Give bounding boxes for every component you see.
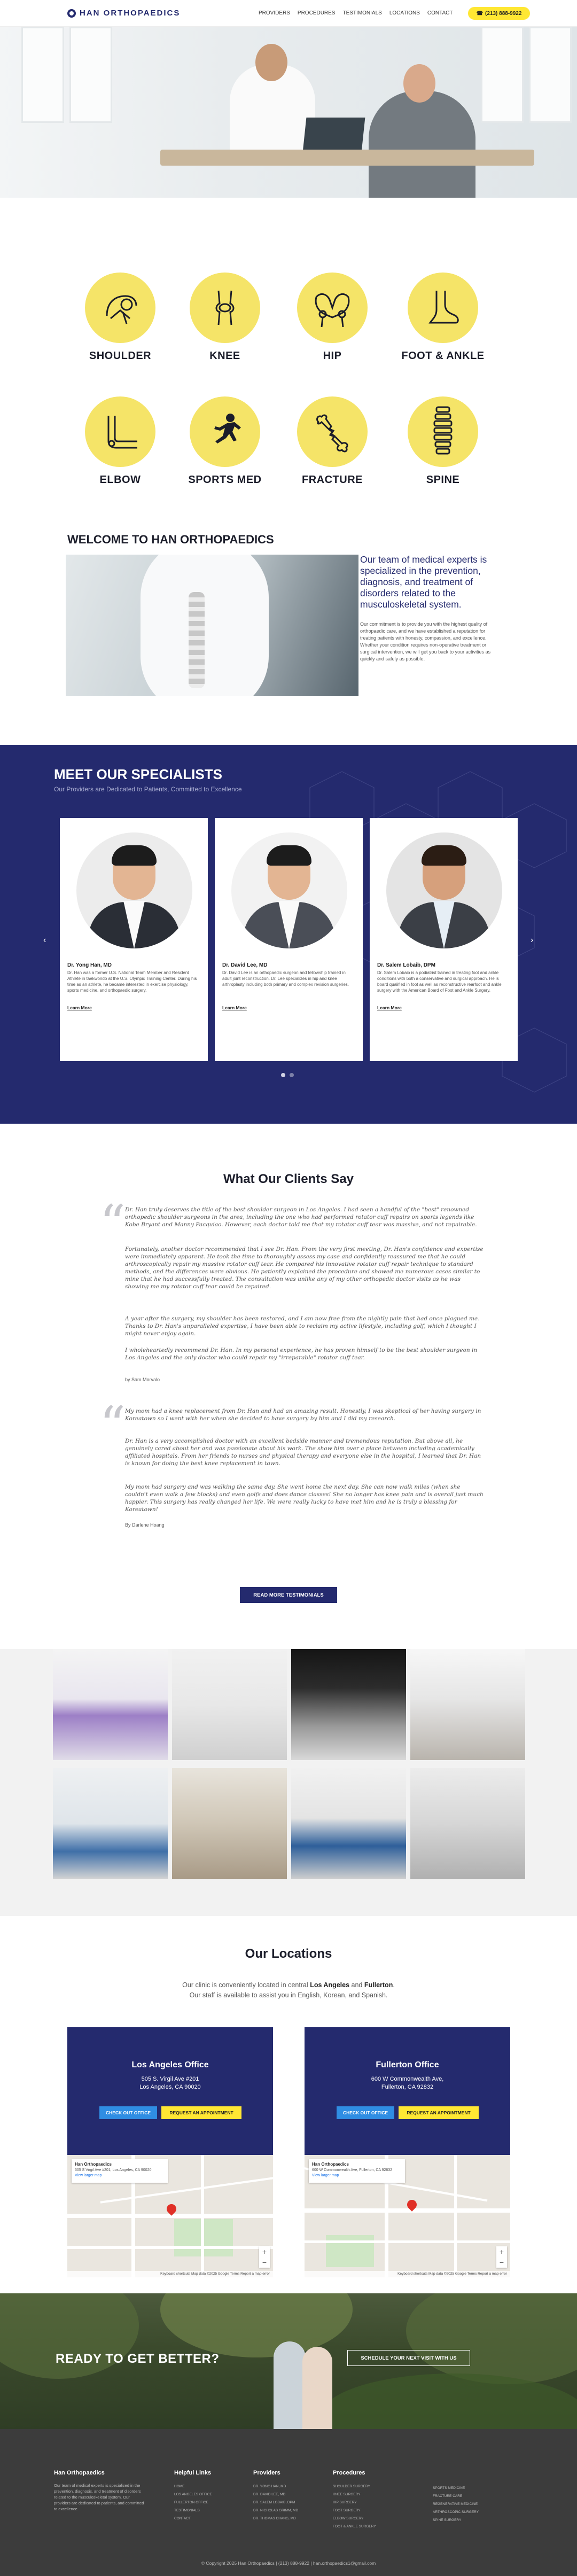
hero-image [0,27,577,198]
learn-more-link[interactable]: Learn More [377,1005,402,1010]
specialists-section [0,745,577,1124]
specialty-label: FRACTURE [302,474,363,486]
office-city: Los Angeles, CA 90020 [139,2084,201,2090]
footer-procedures: Procedures SHOULDER SURGERY KNEE SURGERY HIP SURGERY FOOT SURGERY ELBOW SURGERY FOOT & ANKLE SURGERY [333,2470,376,2531]
footer-about-title: Han Orthopaedics [54,2470,105,2476]
footer-providers: Providers DR. YONG HAN, MD DR. DAVID LEE, MD DR. SALEM LOBAIB, DPM DR. NICHOLAS GRIMM, MD DR. THOMAS CHANG, MD [253,2470,298,2523]
footer-provider-link[interactable]: DR. SALEM LOBAIB, DPM [253,2501,295,2504]
specialty-shoulder[interactable] [72,273,168,362]
footer-provider-link[interactable]: DR. THOMAS CHANG, MD [253,2517,296,2520]
testimonials-title: What Our Clients Say [223,1172,354,1186]
specialty-elbow[interactable] [72,396,168,486]
view-larger-map-link[interactable]: View larger map [312,2174,339,2177]
specialty-label: KNEE [209,350,240,362]
specialty-label: ELBOW [99,474,141,486]
read-more-testimonials-button[interactable]: READ MORE TESTIMONIALS [240,1587,337,1603]
doctor-photo [231,832,347,948]
review-text: Dr. Han truly deserves the title of the best shoulder surgeon in Los Angeles. I had seen a handful of the "best" renowned orthopedic shoulder surgeons in the area, including the one who had performed rotator cuff repairs on sports legends like Kobe Bryant and Manny Pacquiao. However, each doctor told me that my rotator cuff tear was massive, and not repairable. [125,1207,477,1228]
specialty-fracture[interactable] [284,396,380,486]
gallery-photo[interactable] [53,1649,168,1760]
locations-title: Our Locations [245,1947,332,1961]
welcome-image [66,555,358,696]
specialists-subtitle: Our Providers are Dedicated to Patients, Committed to Excellence [54,785,242,793]
gallery-photo[interactable] [410,1768,525,1879]
phone-button[interactable] [468,7,530,20]
review-text: Dr. Han is a very accomplished doctor with an excellent bedside manner and tremendous reputation. But above all, he genuinely cared about her and was passionate about his work. The show him over a place between including academically affiliated hospitals. From her friends to nurses and physical therapy and everyone else in the hospital, I learned that Dr. Han is known for doing the best knee replacement in town. [125,1438,481,1467]
nav-testimonials[interactable]: TESTIMONIALS [342,10,382,16]
logo-mark-icon [67,9,76,18]
request-appointment-button[interactable]: REQUEST AN APPOINTMENT [161,2106,241,2119]
footer-procedure-link[interactable]: KNEE SURGERY [333,2493,361,2496]
office-city: Fullerton, CA 92832 [381,2084,434,2090]
footer-link[interactable]: TESTIMONIALS [174,2509,200,2512]
footer-procedure-link[interactable]: SPINE SURGERY [433,2518,462,2522]
footer-provider-link[interactable]: DR. DAVID LEE, MD [253,2493,286,2496]
specialty-spine[interactable] [395,396,491,486]
quote-icon: “ [99,1194,126,1254]
learn-more-link[interactable]: Learn More [67,1005,92,1010]
review-text: My mom had a knee replacement from Dr. Han and had an amazing result. Honestly, I was skeptical of her having surgery in Koreatown so I went with her when she decided to have surgery by him and I did my research. [125,1408,481,1422]
footer-procedure-link[interactable]: ARTHROSCOPIC SURGERY [433,2510,479,2514]
office-gallery [0,1649,577,1916]
footer-provider-link[interactable]: DR. YONG HAN, MD [253,2485,286,2488]
footer-procedures-2 [433,2484,479,2524]
google-map[interactable] [67,2155,273,2277]
carousel-dot[interactable] [290,1073,294,1077]
review-text: I wholeheartedly recommend Dr. Han. In my personal experience, he has proven himself to be the best shoulder surgeon in Los Angeles and the only doctor who could repair my "irreparable" rotator cuff tear. [125,1347,478,1361]
footer-procedure-link[interactable]: ELBOW SURGERY [333,2517,364,2520]
google-map[interactable] [305,2155,510,2277]
review-author: by Sam Morvalo [125,1377,160,1382]
fracture-icon [297,396,368,467]
nav-procedures[interactable]: PROCEDURES [297,10,336,16]
footer-procedure-link[interactable]: SHOULDER SURGERY [333,2485,370,2488]
footer-procedure-link[interactable]: FRACTURE CARE [433,2494,463,2498]
footer-procedure-link[interactable]: FOOT SURGERY [333,2509,361,2512]
hip-icon [297,273,368,343]
nav-contact[interactable]: CONTACT [427,10,453,16]
runner-icon [190,396,260,467]
view-larger-map-link[interactable]: View larger map [75,2174,102,2177]
map-info-card: Han Orthopaedics 505 S Virgil Ave #201, Los Angeles, CA 90020 View larger map [72,2159,168,2183]
foot-icon [408,273,478,343]
review-author: By Darlene Hoang [125,1522,165,1528]
check-out-office-button[interactable]: CHECK OUT OFFICE [337,2106,394,2119]
cta-title: READY TO GET BETTER? [56,2352,220,2366]
office-name: Fullerton Office [376,2060,439,2069]
locations-subtitle: Our clinic is conveniently located in central Los Angeles and Fullerton. [182,1981,395,1989]
doctor-bio: Dr. David Lee is an orthopaedic surgeon and fellowship trained in adult joint reconstruction. Dr. Lee specializes in hip and knee arthroplasty including both primary and complex revision surgeries. [222,970,349,987]
specialty-foot-ankle[interactable] [395,273,491,362]
copyright: © Copyright 2025 Han Orthopaedics | (213) 888-9922 | han.orthopaedics1@gmail.com [201,2561,376,2566]
gallery-photo[interactable] [410,1649,525,1760]
footer-procedure-link[interactable]: REGENERATIVE MEDICINE [433,2502,478,2506]
footer-procedure-link[interactable]: SPORTS MEDICINE [433,2486,465,2490]
learn-more-link[interactable]: Learn More [222,1005,247,1010]
carousel-prev-icon[interactable]: ‹ [43,936,46,945]
gallery-photo[interactable] [53,1768,168,1879]
office-name: Los Angeles Office [131,2060,209,2069]
review-text: A year after the surgery, my shoulder has been restored, and I am now free from the nightly pain that had once plagued me. Thanks to Dr. Han's unparalleled expertise, I have been able to reclaim my active lifestyle, including golf, which I thought I might never enjoy again. [125,1316,480,1337]
nav-providers[interactable]: PROVIDERS [259,10,290,16]
gallery-photo[interactable] [172,1768,287,1879]
doctor-name: Dr. Salem Lobaib, DPM [377,962,435,968]
phone-icon: ☎ [476,10,484,17]
specialty-label: SPORTS MED [188,474,262,486]
knee-icon [190,273,260,343]
footer-procedure-link[interactable]: FOOT & ANKLE SURGERY [333,2525,376,2528]
specialists-title: MEET OUR SPECIALISTS [54,766,222,782]
specialty-knee[interactable] [177,273,273,362]
doctor-card [215,818,363,1061]
specialty-label: SHOULDER [89,350,152,362]
schedule-visit-button[interactable]: SCHEDULE YOUR NEXT VISIT WITH US [347,2350,470,2366]
footer-link[interactable]: HOME [174,2485,185,2488]
footer-about-text: Our team of medical experts is specialized in the prevention, diagnosis, and treatment of disorders related to the musculoskeletal system. Our providers are dedicated to patients, and committed to excellence. [54,2483,144,2511]
nav-locations[interactable]: LOCATIONS [389,10,420,16]
spine-icon [408,396,478,467]
map-footer: Keyboard shortcuts Map data ©2025 Google Terms Report a map error [67,2271,273,2277]
quote-icon: “ [99,1396,126,1456]
welcome-title: WELCOME TO HAN ORTHOPAEDICS [67,533,274,546]
doctor-photo [76,832,192,948]
carousel-next-icon[interactable]: › [531,936,534,945]
office-address: 600 W Commonwealth Ave, [371,2076,444,2082]
doctor-photo [386,832,502,948]
footer-link[interactable]: CONTACT [174,2517,191,2520]
specialty-label: FOOT & ANKLE [401,350,485,362]
specialty-label: SPINE [426,474,460,486]
footer-procedure-link[interactable]: HIP SURGERY [333,2501,357,2504]
doctor-name: Dr. Yong Han, MD [67,962,112,968]
map-zoom-control[interactable]: + − [496,2246,507,2268]
gallery-photo[interactable] [172,1649,287,1760]
footer-link[interactable]: FULLERTON OFFICE [174,2501,209,2504]
main-nav [259,10,453,16]
office-card-la [67,2027,273,2277]
footer-provider-link[interactable]: DR. NICHOLAS GRIMM, MD [253,2509,299,2512]
doctor-bio: Dr. Salem Lobaib is a podiatrist trained in treating foot and ankle conditions with both a conservative and surgical approach. He is board qualified in foot as well as reconstructive rearfoot and ankle surgery with the American Board of Foot and Ankle Surgery. [377,970,502,993]
carousel-dot[interactable] [281,1073,285,1077]
footer-links: Helpful Links HOME LOS ANGELES OFFICE FULLERTON OFFICE TESTIMONIALS CONTACT [174,2470,212,2523]
review-text: My mom had surgery and was walking the same day. She went home the next day. She can now walk miles (when she couldn't even walk a few blocks) and even golfs and does dance classes! She no longer has knee pain and is overall just much happier. This surgery has really changed her life. We were really lucky to have met him and he is truly a blessing for Koreatown! [125,1484,484,1513]
map-zoom-control[interactable]: + − [259,2246,270,2268]
gallery-photo[interactable] [291,1649,406,1760]
doctor-name: Dr. David Lee, MD [222,962,268,968]
request-appointment-button[interactable]: REQUEST AN APPOINTMENT [399,2106,479,2119]
locations-languages: Our staff is available to assist you in English, Korean, and Spanish. [189,1991,388,1999]
site-header [0,0,577,27]
map-footer: Keyboard shortcuts Map data ©2025 Google Terms Report a map error [305,2271,510,2277]
welcome-body: Our commitment is to provide you with the highest quality of orthopaedic care, and we have established a reputation for treating patients with honesty, compassion, and excellence. Whether your condition requires non-operative treatment or surgical intervention, we will get you back to your activities as quickly and safely as possible. [360,621,491,661]
specialty-label: HIP [323,350,342,362]
footer-about [54,2470,145,2512]
doctor-card [60,818,208,1061]
office-card-fullerton [305,2027,510,2277]
carousel-dots [281,1073,294,1077]
cta-banner [0,2293,577,2429]
office-address: 505 S. Virgil Ave #201 [141,2076,199,2082]
check-out-office-button[interactable]: CHECK OUT OFFICE [99,2106,157,2119]
doctor-card [370,818,518,1061]
review-text: Fortunately, another doctor recommended that I see Dr. Han. From the very first meeting, Dr. Han's confidence and expertise were immediately apparent. He took the time to thoroughly assess my case and confidently reassured me that he could arthroscopically repair my massive rotator cuff tear. He compared his innovative rotator cuff repair technique to standard methods, and the differences were obvious. He patiently explained the procedure and showed me numerous cases similar to mine that he had successfully treated. The consultation was unlike any of my other orthopedic doctor visits as he was showing me my rotator cuff tear could be repaired. [125,1246,484,1290]
map-info-card: Han Orthopaedics 600 W Commonwealth Ave, Fullerton, CA 92832 View larger map [309,2159,405,2183]
welcome-lead: Our team of medical experts is specialized in the prevention, diagnosis, and treatment of disorders related to the musculoskeletal system. [360,554,487,610]
phone-number: (213) 888-9922 [485,10,522,17]
shoulder-icon [85,273,155,343]
logo-text: HAN ORTHOPAEDICS [80,9,181,18]
gallery-photo[interactable] [291,1768,406,1879]
specialty-hip[interactable] [284,273,380,362]
doctor-bio: Dr. Han was a former U.S. National Team Member and Resident Athlete in taekwondo at the U.S. Olympic Training Center. During his time as an athlete, he became interested in exercise physiology, sports medicine, and orthopaedic surgery. [67,970,197,993]
elbow-icon [85,396,155,467]
footer-link[interactable]: LOS ANGELES OFFICE [174,2493,212,2496]
specialty-sports-med[interactable] [177,396,273,486]
logo[interactable] [67,9,180,18]
site-footer [0,2429,577,2576]
